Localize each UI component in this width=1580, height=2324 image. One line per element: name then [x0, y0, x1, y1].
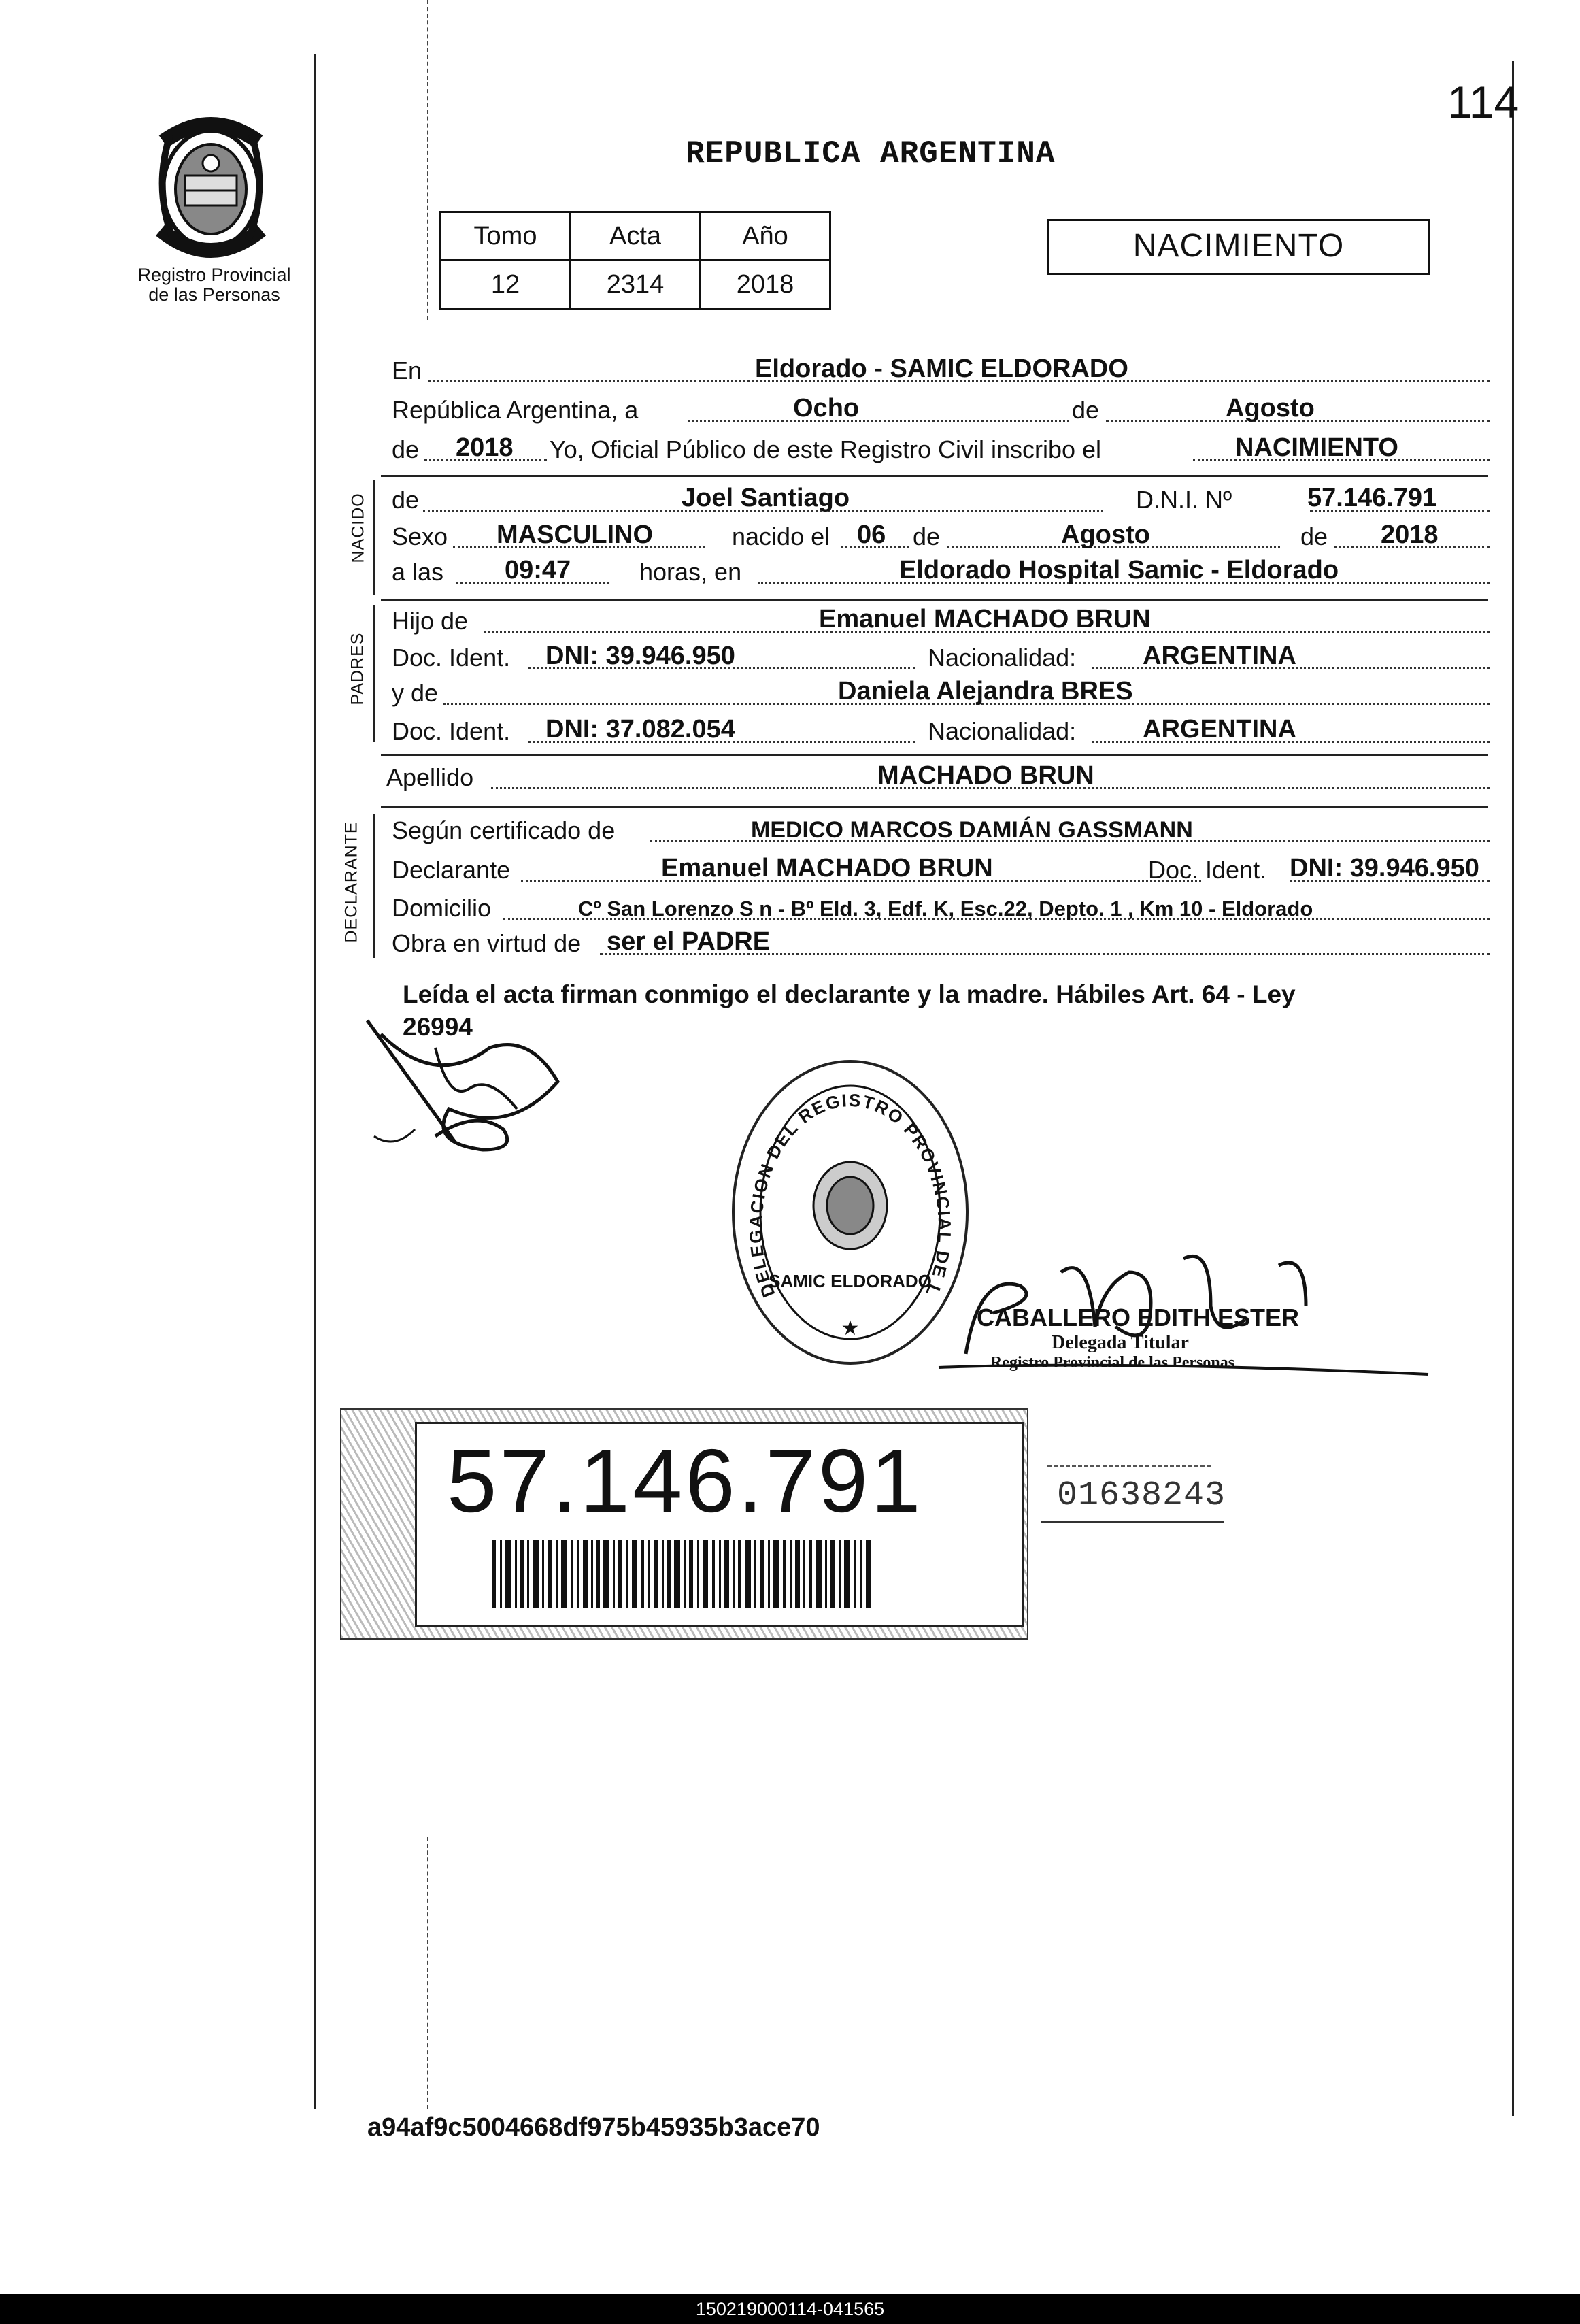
apellido-value: MACHADO BRUN [877, 761, 1094, 790]
left-margin-rule [314, 54, 316, 2109]
registry-caption [116, 265, 313, 305]
nacido-name: Joel Santiago [682, 484, 850, 512]
obra-label: Obra en virtud de [392, 929, 582, 957]
line-declarante: Declarante Emanuel MACHADO BRUN Doc. Ident. DNI: 39.946.950 [385, 853, 1490, 889]
closing-line2: 26994 [403, 1013, 473, 1041]
line-republica [385, 393, 1490, 429]
seal-ring-text: DELEGACION DEL REGISTRO PROVINCIAL DE L [745, 1089, 956, 1301]
handwritten-signature-icon [354, 1007, 585, 1170]
obra-value: ser el PADRE [607, 927, 771, 956]
line-oficial: de 2018 Yo, Oficial Público de este Registro Civil inscribo el NACIMIENTO [385, 433, 1490, 468]
reference-table-value-row [441, 261, 830, 309]
table-header-anio: Año [701, 212, 830, 261]
line-father-doc: Doc. Ident. DNI: 39.946.950 Nacionalidad: ARGENTINA [385, 641, 1490, 676]
section-rule-padres [381, 599, 1488, 601]
misiones-coat-of-arms-icon [143, 114, 279, 263]
y-de-label: y de [392, 679, 439, 707]
footer-code-bar: 150219000114-041565 [0, 2294, 1580, 2324]
nacido-month: Agosto [1061, 520, 1150, 549]
nacido-year: 2018 [1381, 520, 1439, 549]
sexo-label: Sexo [392, 522, 448, 550]
delegate-name: CABALLERO EDITH ESTER [977, 1304, 1300, 1331]
declarante-label: Declarante [392, 856, 511, 884]
delegate-registry: Registro Provincial de las Personas [990, 1354, 1235, 1372]
apellido-label: Apellido [386, 763, 474, 791]
province-logo [143, 114, 279, 263]
table-value-tomo: 12 [441, 261, 571, 309]
de-label: de [1072, 396, 1100, 424]
page-number: 114 [1447, 77, 1519, 127]
table-value-acta: 2314 [571, 261, 701, 309]
sexo-value: MASCULINO [497, 520, 654, 549]
mother-name: Daniela Alejandra BRES [838, 677, 1133, 706]
delegate-title: Delegada Titular [1052, 1332, 1189, 1353]
mother-doc: DNI: 37.082.054 [545, 715, 735, 744]
svg-text:★: ★ [841, 1317, 860, 1340]
id-card-number: 57.146.791 [447, 1431, 924, 1531]
a-las-label: a las [392, 558, 444, 586]
nacido-el-label: nacido el [732, 522, 830, 550]
certificado-value: MEDICO MARCOS DAMIÁN GASSMANN [751, 817, 1193, 843]
line-apellido [385, 761, 1490, 796]
nacido-day: 06 [857, 520, 886, 549]
center-guide-line [427, 0, 428, 320]
line-mother [385, 676, 1490, 712]
mother-nationality: ARGENTINA [1143, 715, 1296, 744]
serial-stamp [1041, 1463, 1224, 1531]
act-place: Eldorado - SAMIC ELDORADO [755, 354, 1128, 383]
act-month-word: Agosto [1226, 394, 1315, 422]
horas-en-label: horas, en [639, 558, 742, 586]
hijo-de-label: Hijo de [392, 607, 469, 635]
reference-table [439, 211, 831, 310]
section-rule-declarante [381, 806, 1488, 808]
record-type-box: NACIMIENTO [1047, 219, 1430, 275]
declarante-doc: DNI: 39.946.950 [1290, 854, 1479, 882]
nacido-place: Eldorado Hospital Samic - Eldorado [899, 556, 1339, 584]
section-rule-apellido [381, 754, 1488, 756]
declarante-value: Emanuel MACHADO BRUN [661, 854, 993, 882]
oficial-text: Yo, Oficial Público de este Registro Civil inscribo el [550, 435, 1102, 463]
domicilio-value: Cº San Lorenzo S n - Bº Eld. 3, Edf. K, Esc.22, Depto. 1 , Km 10 - Eldorado [578, 897, 1313, 920]
id-card [415, 1422, 1024, 1627]
barcode-icon [492, 1540, 873, 1608]
side-label-padres: PADRES [348, 632, 367, 706]
table-value-anio: 2018 [701, 261, 830, 309]
domicilio-label: Domicilio [392, 894, 492, 922]
act-year: 2018 [456, 433, 514, 462]
right-margin-rule [1512, 61, 1514, 2116]
side-label-declarante: DECLARANTE [341, 821, 361, 943]
barcode [492, 1540, 873, 1608]
line-certificado [385, 814, 1490, 849]
serial-number: 01638243 [1057, 1476, 1226, 1515]
line-en [385, 354, 1490, 389]
act-record-word: NACIMIENTO [1235, 433, 1398, 462]
certificado-label: Según certificado de [392, 816, 616, 844]
country-title: REPUBLICA ARGENTINA [686, 136, 1056, 171]
nacido-time: 09:47 [505, 556, 571, 584]
act-day-word: Ocho [793, 394, 860, 422]
line-domicilio [385, 891, 1490, 927]
seal-inner-text: SAMIC ELDORADO [769, 1271, 932, 1291]
reference-table-header-row [441, 212, 830, 261]
father-nationality: ARGENTINA [1143, 642, 1296, 670]
table-header-acta: Acta [571, 212, 701, 261]
registry-caption-line2: de las Personas [148, 284, 280, 305]
registry-caption-line1: Registro Provincial [137, 265, 291, 285]
center-guide-line-lower [427, 1837, 428, 2109]
en-label: En [392, 356, 422, 384]
declarante-signature [354, 1007, 585, 1170]
father-doc: DNI: 39.946.950 [545, 642, 735, 670]
section-rule-nacido [381, 475, 1488, 477]
line-obra [385, 927, 1490, 962]
table-header-tomo: Tomo [441, 212, 571, 261]
delegate-stamp [977, 1304, 1358, 1372]
line-hora [385, 555, 1490, 591]
republica-label: República Argentina, a [392, 396, 639, 424]
line-mother-doc: Doc. Ident. DNI: 37.082.054 Nacionalidad: ARGENTINA [385, 714, 1490, 750]
nacido-de-label: de [392, 486, 420, 514]
side-label-nacido: NACIDO [348, 493, 368, 563]
document-hash: a94af9c5004668df975b45935b3ace70 [367, 2113, 820, 2142]
father-name: Emanuel MACHADO BRUN [819, 605, 1151, 633]
line-sexo: Sexo MASCULINO nacido el 06 de Agosto de 2018 [385, 520, 1490, 555]
closing-line1: Leída el acta firman conmigo el declarante y la madre. Hábiles Art. 64 - Ley [403, 980, 1296, 1008]
dni-label: D.N.I. Nº [1136, 486, 1232, 514]
line-nacido-name [385, 483, 1490, 518]
line-father [385, 604, 1490, 640]
nacido-dni: 57.146.791 [1307, 484, 1437, 512]
